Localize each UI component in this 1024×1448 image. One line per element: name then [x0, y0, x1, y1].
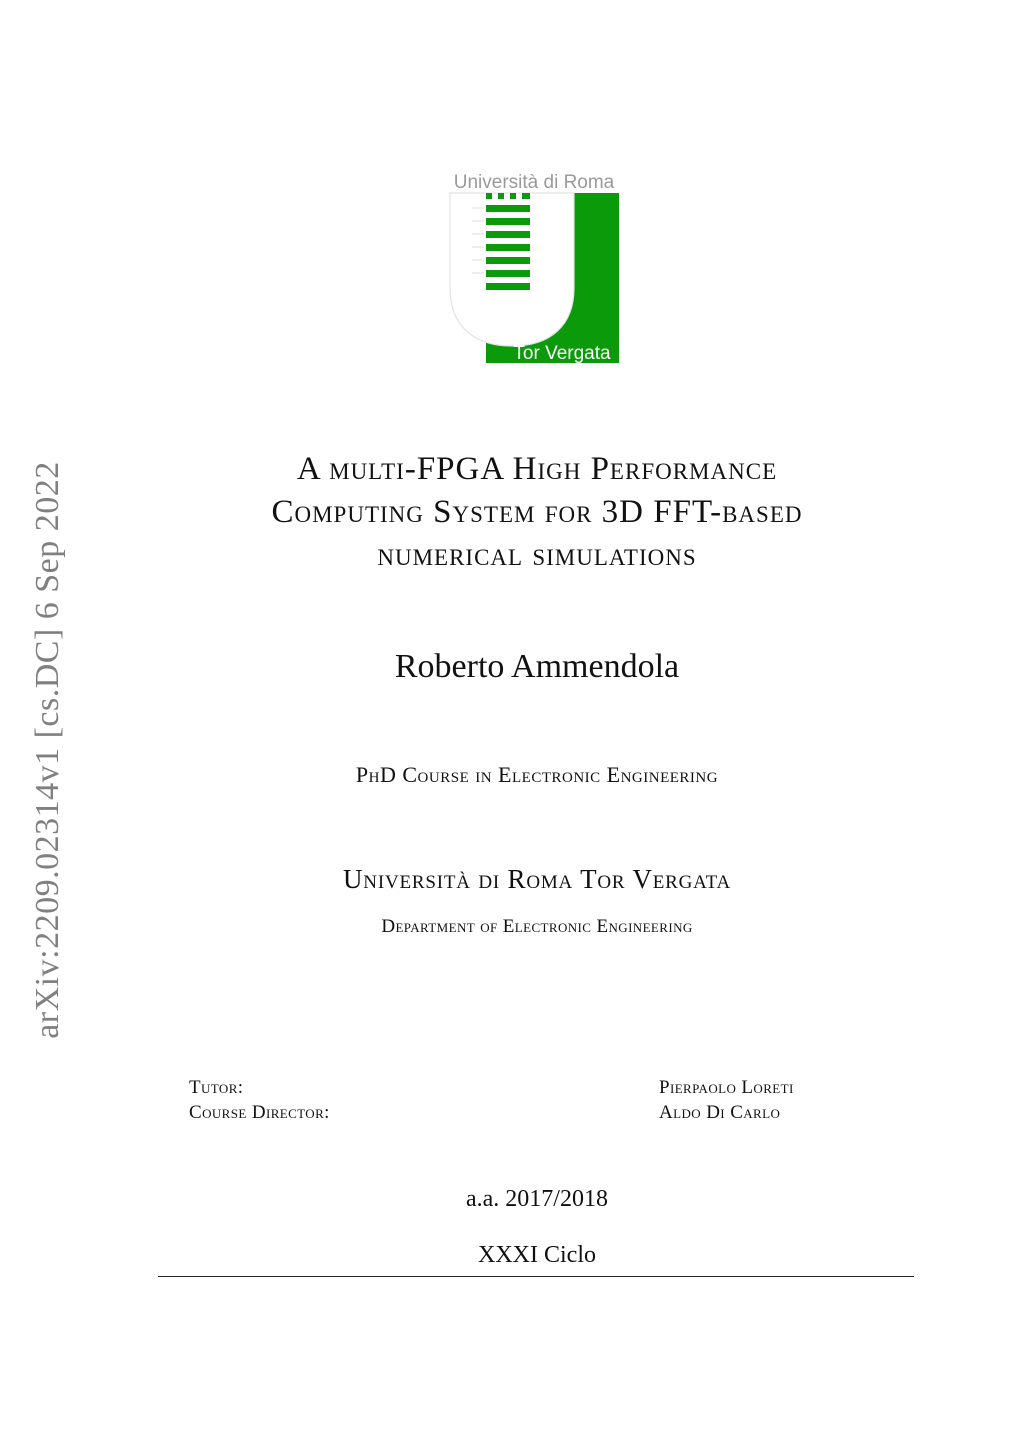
- course-director-label: Course Director:: [189, 1102, 330, 1123]
- doctoral-cycle: XXXI Ciclo: [478, 1242, 596, 1268]
- author-name: Roberto Ammendola: [394, 648, 680, 685]
- logo-bottom-text: Tor Vergata: [513, 343, 611, 364]
- tutor-name: Pierpaolo Loreti: [659, 1077, 794, 1098]
- department-name: Department of Electronic Engineering: [381, 916, 693, 937]
- tutor-label: Tutor:: [189, 1077, 244, 1098]
- course-director-name: Aldo Di Carlo: [659, 1102, 781, 1123]
- role-names: [659, 1075, 794, 1125]
- logo-u-shape: [450, 193, 574, 346]
- role-labels: [189, 1075, 330, 1125]
- university-logo: [446, 170, 622, 366]
- logo-top-text: Università di Roma: [453, 172, 615, 193]
- course-name: PhD Course in Electronic Engineering: [355, 762, 719, 787]
- title-line-2: Computing System for 3D FFT-based: [271, 494, 803, 530]
- title-line-1: A multi-FPGA High Performance: [296, 451, 778, 487]
- university-name: Università di Roma Tor Vergata: [343, 864, 731, 894]
- bottom-rule: [158, 1276, 914, 1277]
- academic-year: a.a. 2017/2018: [466, 1186, 608, 1212]
- arxiv-identifier: arXiv:2209.02314v1 [cs.DC] 6 Sep 2022: [29, 461, 66, 1039]
- thesis-title: [0, 448, 1024, 577]
- title-line-3: numerical simulations: [377, 537, 697, 573]
